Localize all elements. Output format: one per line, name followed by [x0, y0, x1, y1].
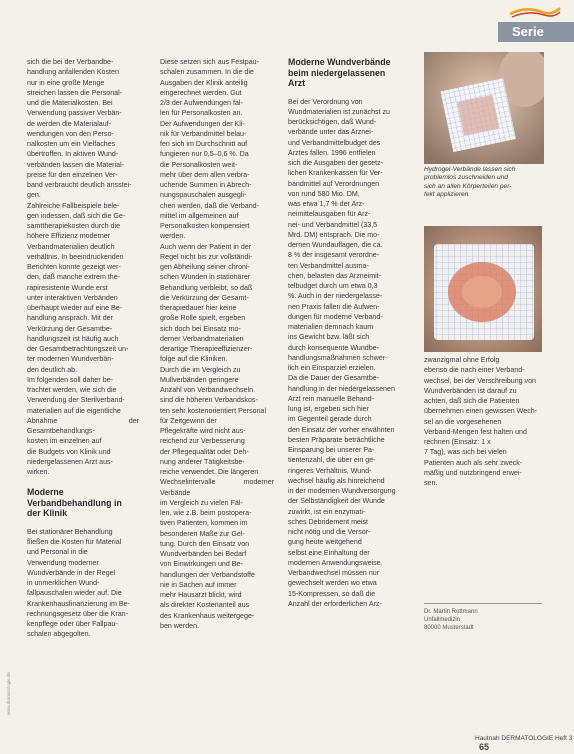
text-column-3: [288, 57, 401, 609]
body-paragraph: Im folgenden soll daher be- trachtet werden, wie sich die Verwendung der Sterilverband- materialien auf die eigentliche Abnahme der Gesamtbehandlungs- kosten im einzelnen auf die Budgets von Klinik und niedergelassenen Arzt aus- wirken.: [27, 375, 139, 476]
dressing-logo-icon: [508, 4, 562, 22]
body-paragraph: Diese setzen sich aus Festpau- schalen zusammen. In die die Ausgaben der Klinik anteilig eingerechnet werden. Gut 2/3 der Aufwendungen fal- len für Personalkosten an. Der Aufwendungen der Kli- nik für Verbandmittel belau- fen sich im Durchschnitt auf fungieren nur 0,5–0,6 %. Da die Personalkosten weit- mehr über dem allen verbra- uchende Summen in Abrech- nungspauschalen ausgegli- chen werden, daß die Verband- mittel im allgemeinen auf Personalkosten kompensiert werden.: [160, 58, 259, 241]
wound-dressing-photo-1: [424, 52, 544, 164]
author-divider: [424, 603, 542, 604]
text-column-1: [27, 57, 139, 640]
body-paragraph: zwanzigmal ohne Erfolg ebenso die nach einer Verband- wechsel, bei der Verschreibung von Wundverbänden ist darauf zu achten, daß sich die Patienten übernehmen einen gewissen Wech- sel an die vorgesehenen Verband-Mengen fest halten und rechnen (Einsatz: 1 x 7 Tag), was sich bei vielen Patienten auch als sehr zweck- mäßig und nutzbringend erwei- sen.: [424, 356, 538, 487]
body-paragraph: Auch wenn der Patient in der Regel nicht bis zur vollständi- gen Abheilung seiner chroni- schen Wunden in stationärer Behandlung verbleibt, so daß die Verkürzung der Gesamt- therapiedauer hier keine große Rolle spielt, ergeben sich doch bei Einsatz mo- derner Verbandmaterialien derartige Therapieeffizienzer- folge auf die Kliniken. Durch die im Vergleich zu Mullverbänden geringere Anzahl von Verbandwechseln sind die höheren Verbandskos- ten sehr kostenorientiert Personal für Zeitgewinn der Pflegekräfte wird nicht aus- reichend zur Verbesserung der Pflegequalität oder Deh- nung anderer Tätigkeitsbe- reiche verwendet. Die längeren Wechselintervalle moderner Verbände im Vergleich zu vielen Fäl- len, wie z.B. beim postopera- tiven Patienten, kommen im besonderen Maße zur Gel- tung. Durch den Einsatz von Wundverbänden bei Bedarf von Einwirkungen und Be- handlungen der Verbandstoffe nie in Sachen auf immer mehr Hausarzt blickt, wird als direkter Kostenanteil aus des Krankenhaus weitergege- ben werden.: [160, 242, 274, 630]
section-heading: Moderne Verbandbehandlung in der Klinik: [27, 487, 122, 519]
text-column-2: [160, 57, 274, 631]
body-paragraph: Zahlreiche Fallbeispiele bele- gen indessen, daß sich die Ge- samttherapiekosten durch die höhere Effizienz moderner Verbandmaterialien deutlich verhältnis. In beeindruckenden Berichten konnte gezeigt wer- den, daß manche extrem the- rapiresistente Wunde erst unter interaktiven Verbänden überhaupt wieder auf eine Be- handlung ansprach. Mit der Verkürzung der Gesamtbe- handlungszeit ist häufig auch der Gesamtbetrachtungszeit un- ter modernen Wundverbän- den deutlich ab.: [27, 201, 129, 374]
photo-caption: Hydrogel-Verbände lassen sich problemlos zuschneiden und sich an allen Körperteilen per- fekt applizieren: [424, 166, 516, 199]
author-box: [424, 608, 542, 632]
side-credit: www.dermatologie.de: [6, 671, 11, 715]
issue-label: Heft 3: [554, 735, 573, 742]
section-tab: Serie: [498, 22, 574, 42]
body-paragraph: sich die bei der Verbandbe- handlung anfallenden Kosten nur in eine große Menge streichen lassen die Personal- und die Materialkosten. Bei Verwendung passiver Verbän- de werden die Materialauf- wendungen von den Perso- nalkosten um ein Vielfaches übertroffen. In aktiven Wund- verbänden lassen die Material- preise für den einzelnen Ver- band verbraucht deutlich ansstei- gen.: [27, 58, 132, 200]
section-heading: Moderne Wundverbände beim niedergelassenen Arzt: [288, 57, 391, 88]
wound-dressing-photo-2: [424, 226, 542, 352]
page-footer: [475, 735, 574, 752]
body-paragraph: Bei der Verordnung von Wundmaterialien ist zunächst zu berücksichtigen, daß Wund- verbände unter das Arznei- und Verbandmittelbudget des Arztes fallen. 1996 entfielen sich die Ausgaben der gesetz- lichen Krankenkassen für Ver- bandmittel auf Verordnungen von rund 580 Mio. DM, was etwa 1,7 % der Arz- neimittelausgaben für Arz- nei- und Verbandmittel (33,5 Mrd. DM) entsprach. Die mo- dernen Wundauflagen, die ca. 8 % der insgesamt verordne- ten Verbandmittel ausma- chen, belasten das Arzneimit- telbudget durch um etwa 0,3 %. Auch in der niedergelasse- nen Praxis fallen die Aufwen- dungen für moderne Verband- materialien demnach kaum ins Gewicht bzw. läßt sich durch konsequente Wundbe- handlungsmaßnahmen schwer- lich ein Einsparziel erzielen.: [288, 97, 390, 372]
publication-name: Hautnah DERMATOLOGIE: [475, 735, 554, 742]
author-lines: Dr. Martin Rottmann Unfallmedizin 80000 Musterstadt: [424, 609, 478, 631]
body-paragraph: Da die Dauer der Gesamtbe- handlung in der niedergelassenen Arzt rein manuelle Behand- lung ist, ergeben sich hier im Gegenteil gerade durch den Einsatz der vorher erwähnten besten Präparate beträchtliche Einsparung bei unserer Pa- tientenzahl, die über ein ge- ringeres Verhältnis, Wund- wechsel häufig als hinreichend in der modernen Wundversorgung der Selbständigkeit der Wunde zuwirkt, ist ein enzymati- sches Debridement meist nicht nötig und die Versor- gung heute weitgehend selbst eine Einhaltung der modernen Anwendungsweise. Verbandwechsel müssen nur gewechselt werden wo etwa 15-Kompressen, so daß die Anzahl der erforderlichen Arz-: [288, 374, 396, 608]
body-paragraph: Bei stationärer Behandlung fließen die Kosten für Material und Personal in die Verwendung moderner Wundverbände in der Regel in unmerklichen Wund- fallpauschalen wieder auf. Die Krankenhausfinanzierung im Be- rechnungsgesetz über die Kran- kenpflege oder über Fallpau- schalen abgegolten.: [27, 527, 130, 639]
text-column-4: [424, 355, 542, 488]
page-number: 65: [479, 742, 490, 752]
